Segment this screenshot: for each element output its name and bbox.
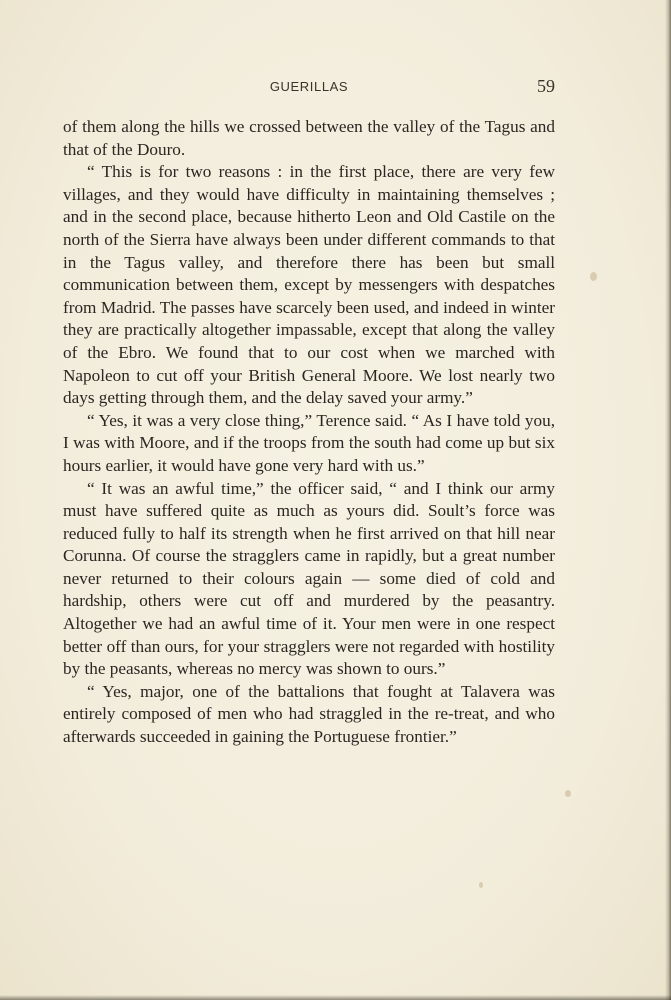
paper-speck xyxy=(479,882,483,888)
page-bottom-shadow xyxy=(0,995,671,1000)
paragraph-continued: of them along the hills we crossed between the valley of the Tagus and that of the Douro. xyxy=(63,117,555,159)
paragraph: “ Yes, major, one of the battalions that fought at Talavera was entirely composed of men who had straggled in the re-treat, and who afterwards succeeded in gaining the Portuguese frontier.” xyxy=(63,681,555,747)
running-head: GUERILLAS xyxy=(269,79,349,94)
paper-speck xyxy=(565,790,571,797)
paragraph: “ Yes, it was a very close thing,” Terence said. “ As I have told you, I was with Moore, and if the troops from the south had come up but six hours earlier, it would have gone very hard with us.” xyxy=(63,410,555,475)
page-number: 59 xyxy=(537,76,555,96)
paragraph: “ It was an awful time,” the officer said, “ and I think our army must have suffered quite as much as yours did. Soult’s force was reduced fully to half its strength when he first arrived on that hill near Corunna. Of course the stragglers came in rapidly, but a great number never returned to their colours again — some died of cold and hardship, others were cut off and murdered by the peasantry. Altogether we had an awful time of it. Your men were in one respect better off than ours, for your stragglers were not regarded with hostility by the peasants, whereas no mercy was shown to ours.” xyxy=(63,478,555,679)
page-edge-shadow xyxy=(665,0,671,1000)
body-text xyxy=(63,116,555,749)
paragraph: “ This is for two reasons : in the first place, there are very few villages, and they would have difficulty in maintaining themselves ; and in the second place, because hitherto Leon and Old Castile on the north of the Sierra have always been under different commands to that in the Tagus valley, and therefore there has been but small communication between them, except by messengers with despatches from Madrid. The passes have scarcely been used, and indeed in winter they are practically altogether impassable, except that along the valley of the Ebro. We found that to our cost when we marched with Napoleon to cut off your British General Moore. We lost nearly two days getting through them, and the delay saved your army.” xyxy=(63,162,555,408)
page-header xyxy=(63,76,555,100)
paper-speck xyxy=(590,272,597,281)
